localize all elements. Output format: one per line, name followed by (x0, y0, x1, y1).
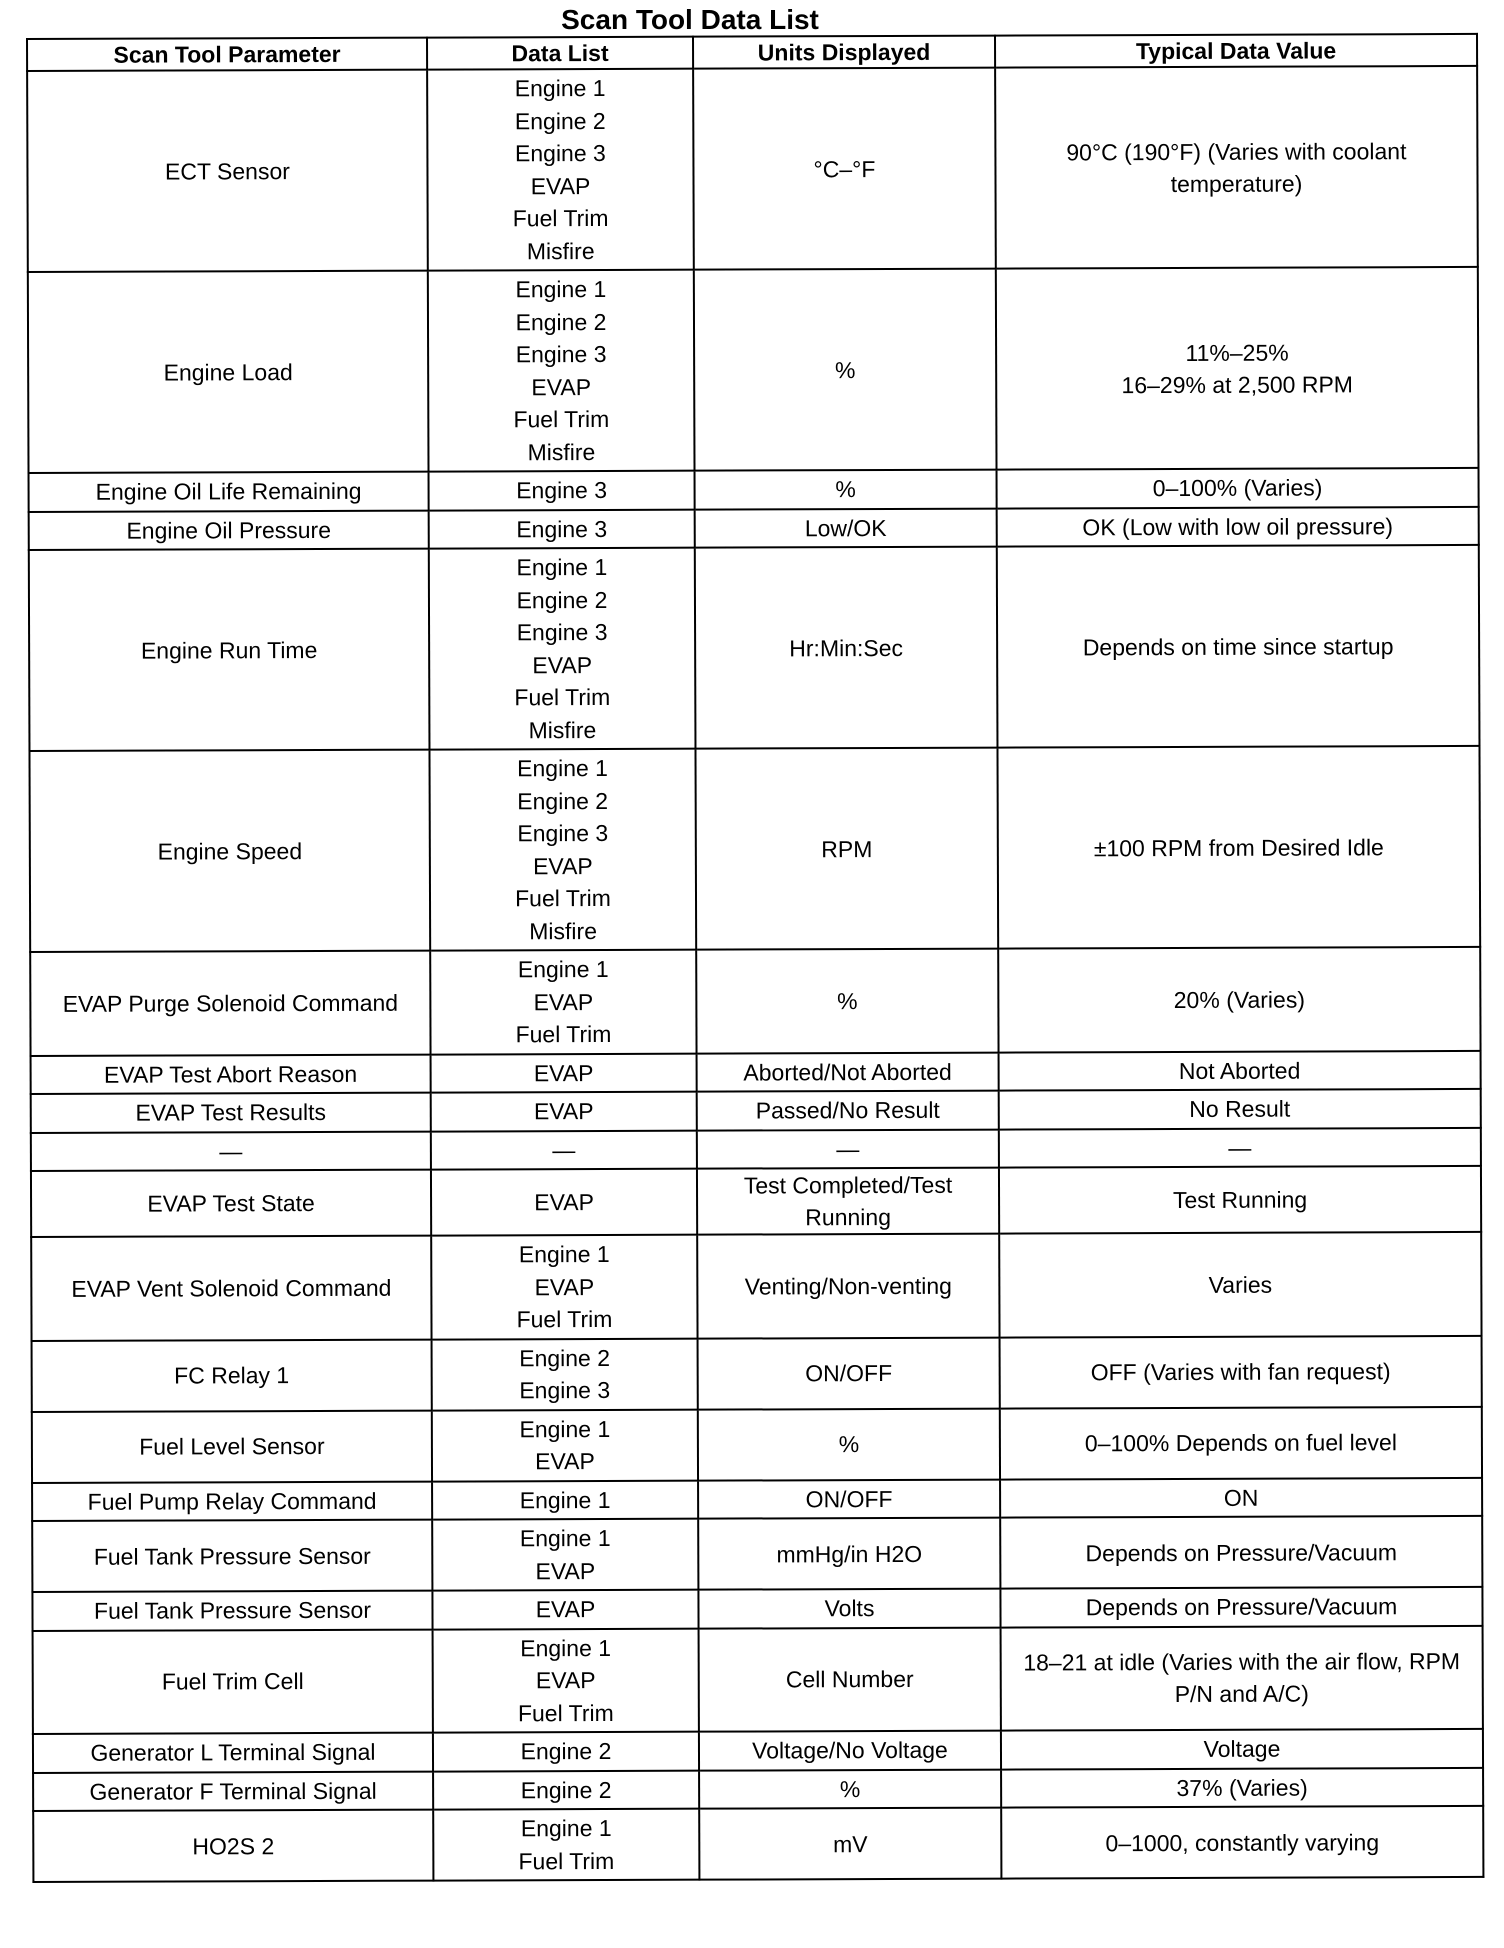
data-list-entry: Misfire (529, 917, 598, 944)
data-list-entry: EVAP (535, 1667, 596, 1694)
cell-data-list (432, 1480, 698, 1519)
data-list-entry: Engine 1 (514, 74, 606, 102)
cell-typical-value: 37% (Varies) (1001, 1767, 1483, 1807)
data-list-entry: Engine 3 (516, 515, 608, 542)
cell-typical-value: Depends on time since startup (997, 545, 1480, 748)
cell-units: % (699, 1769, 1001, 1809)
cell-units: Voltage/No Voltage (699, 1731, 1001, 1771)
data-list-entry: EVAP (535, 1448, 595, 1475)
data-list-entry: Misfire (528, 716, 597, 743)
table-row (29, 545, 1480, 751)
header-row (27, 34, 1477, 71)
data-list-entry: Engine 2 (520, 1737, 612, 1765)
data-list-entry: Engine 1 (519, 1415, 611, 1442)
cell-data-list (431, 1235, 697, 1339)
cell-parameter: Engine Speed (29, 750, 430, 952)
cell-typical-value: OK (Low with low oil pressure) (997, 506, 1479, 546)
cell-typical-value: 11%–25% 16–29% at 2,500 RPM (996, 267, 1479, 470)
cell-units: Low/OK (695, 508, 997, 548)
data-list-entry: Engine 2 (514, 107, 606, 134)
table-row (31, 1089, 1481, 1133)
cell-parameter: — (31, 1131, 431, 1171)
cell-data-list (431, 1169, 697, 1236)
cell-parameter: Fuel Tank Pressure Sensor (32, 1591, 432, 1631)
data-list-entry: Engine 3 (519, 1376, 611, 1404)
table-row (32, 1516, 1482, 1592)
data-list-entry: Fuel Trim (514, 683, 611, 711)
data-list-entry: EVAP (535, 1557, 596, 1584)
cell-parameter: Generator L Terminal Signal (33, 1733, 433, 1773)
table-row (33, 1767, 1483, 1811)
cell-parameter: FC Relay 1 (32, 1339, 432, 1411)
cell-parameter: Fuel Trim Cell (33, 1629, 433, 1734)
cell-typical-value: 0–100% (Varies) (997, 468, 1479, 508)
data-list-entry: Engine 3 (517, 819, 609, 847)
cell-data-list (427, 69, 694, 271)
cell-parameter: Engine Load (28, 271, 429, 473)
cell-parameter: HO2S 2 (33, 1810, 433, 1882)
table-row (31, 1166, 1481, 1237)
cell-units: Volts (698, 1589, 1000, 1629)
cell-parameter: Fuel Pump Relay Command (32, 1481, 432, 1521)
data-list-entry: Fuel Trim (512, 204, 609, 232)
cell-data-list (433, 1770, 699, 1809)
cell-typical-value: No Result (999, 1089, 1481, 1129)
table-row (31, 1232, 1481, 1341)
header-typical-value: Typical Data Value (995, 34, 1477, 68)
cell-data-list (429, 749, 696, 951)
data-list-entry: Engine 3 (516, 618, 608, 646)
data-list-entry: Engine 2 (515, 308, 607, 335)
cell-parameter: Engine Oil Pressure (29, 510, 429, 550)
data-list-entry: Misfire (527, 438, 596, 465)
cell-data-list (432, 1519, 698, 1591)
cell-units: Passed/No Result (697, 1091, 999, 1131)
cell-typical-value: ON (1000, 1477, 1482, 1517)
cell-data-list (432, 1338, 698, 1410)
cell-data-list (428, 270, 695, 472)
cell-typical-value: ±100 RPM from Desired Idle (997, 746, 1480, 949)
data-list-entry: EVAP (531, 373, 592, 400)
table-row (30, 947, 1480, 1056)
cell-data-list (429, 509, 695, 548)
cell-typical-value: 90°C (190°F) (Varies with coolant temperature) (995, 66, 1478, 269)
table-body (27, 66, 1483, 1882)
cell-units: % (695, 470, 997, 510)
table-row (29, 468, 1479, 512)
cell-parameter: ECT Sensor (27, 70, 428, 272)
data-list-entry: Engine 2 (519, 1344, 611, 1371)
cell-parameter: Engine Run Time (29, 549, 430, 751)
data-list-entry: Engine 3 (514, 139, 606, 167)
data-list-entry: Misfire (526, 237, 595, 264)
data-list-entry: Engine 1 (515, 275, 607, 303)
cell-data-list (431, 1130, 697, 1169)
data-list-entry: EVAP (533, 1098, 594, 1125)
header-units: Units Displayed (693, 36, 995, 69)
cell-units: % (698, 1408, 1000, 1480)
data-list-entry: Engine 3 (515, 340, 607, 368)
cell-parameter: EVAP Vent Solenoid Command (31, 1236, 431, 1341)
data-list-entry: Fuel Trim (515, 884, 611, 912)
cell-parameter: EVAP Purge Solenoid Command (30, 951, 430, 1056)
cell-typical-value: Depends on Pressure/Vacuum (1000, 1587, 1482, 1627)
cell-data-list (433, 1809, 699, 1881)
data-list-entry: EVAP (534, 1188, 594, 1215)
cell-units: % (696, 949, 998, 1054)
data-list-entry: EVAP (532, 651, 593, 678)
data-list-entry: Engine 1 (519, 1524, 611, 1552)
data-list-entry: Engine 1 (516, 553, 608, 581)
cell-parameter: EVAP Test Abort Reason (31, 1054, 431, 1094)
table-row (33, 1729, 1483, 1773)
cell-typical-value: 0–100% Depends on fuel level (1000, 1406, 1482, 1479)
table-row (31, 1050, 1481, 1094)
cell-units: ON/OFF (698, 1337, 1000, 1409)
cell-data-list (432, 1590, 698, 1629)
table-row (28, 267, 1479, 473)
cell-parameter: EVAP Test State (31, 1170, 431, 1237)
data-list-entry: EVAP (533, 988, 594, 1015)
cell-typical-value: Test Running (999, 1166, 1481, 1234)
cell-units: mmHg/in H2O (698, 1518, 1000, 1590)
cell-parameter: Generator F Terminal Signal (33, 1771, 433, 1811)
scan-tool-data-table (26, 33, 1484, 1883)
data-list-entry: Fuel Trim (518, 1847, 615, 1874)
data-list-entry: EVAP (534, 1273, 595, 1300)
table-row (32, 1587, 1482, 1631)
data-list-entry: Engine 2 (520, 1776, 612, 1803)
data-list-entry: Engine 1 (517, 955, 609, 983)
cell-units: Venting/Non-venting (697, 1234, 999, 1339)
data-list-entry: Engine 1 (519, 1486, 611, 1513)
cell-typical-value: 0–1000, constantly varying (1001, 1806, 1483, 1879)
cell-typical-value: Varies (999, 1232, 1481, 1337)
data-list-entry: Fuel Trim (513, 405, 610, 433)
data-list-entry: EVAP (533, 852, 593, 879)
data-list-entry: Engine 2 (516, 586, 608, 613)
table-row (33, 1806, 1483, 1882)
cell-units: Cell Number (699, 1627, 1001, 1732)
cell-typical-value: OFF (Varies with fan request) (1000, 1335, 1482, 1408)
cell-typical-value: — (999, 1127, 1481, 1167)
data-list-entry: EVAP (535, 1596, 596, 1623)
cell-parameter: Fuel Level Sensor (32, 1410, 432, 1482)
cell-typical-value: 18–21 at idle (Varies with the air flow, RPM P/N and A/C) (1001, 1625, 1483, 1730)
cell-typical-value: 20% (Varies) (998, 947, 1480, 1052)
cell-parameter: Fuel Tank Pressure Sensor (32, 1520, 432, 1592)
table-row (32, 1406, 1482, 1482)
table-row (32, 1477, 1482, 1521)
header-data-list: Data List (427, 37, 693, 70)
data-list-entry: Fuel Trim (515, 1020, 612, 1048)
cell-data-list (433, 1732, 699, 1771)
cell-data-list (429, 471, 695, 510)
table-row (33, 1625, 1483, 1734)
cell-units: RPM (695, 748, 998, 950)
cell-data-list (431, 1053, 697, 1092)
cell-data-list (433, 1628, 699, 1732)
cell-typical-value: Depends on Pressure/Vacuum (1000, 1516, 1482, 1589)
table-row (29, 746, 1480, 952)
cell-data-list (429, 548, 696, 750)
data-list-entry: Engine 1 (520, 1634, 612, 1661)
table-row (27, 66, 1478, 272)
cell-units: % (694, 269, 997, 471)
cell-typical-value: Voltage (1001, 1729, 1483, 1769)
cell-units: °C–°F (693, 68, 996, 270)
data-list-entry: Engine 1 (520, 1814, 612, 1842)
cell-units: mV (699, 1808, 1001, 1880)
cell-data-list (430, 950, 696, 1054)
data-list-entry: Fuel Trim (516, 1305, 613, 1333)
table-row (32, 1335, 1482, 1411)
data-list-entry: Engine 1 (517, 754, 609, 782)
page-title: Scan Tool Data List (561, 4, 819, 35)
cell-data-list (432, 1409, 698, 1481)
data-list-entry: Engine 2 (517, 787, 609, 814)
data-list-entry: Engine 3 (516, 476, 608, 504)
cell-data-list (431, 1092, 697, 1131)
cell-units: Hr:Min:Sec (695, 547, 998, 749)
data-list-entry: Fuel Trim (517, 1699, 614, 1726)
table-row (31, 1127, 1481, 1171)
cell-parameter: Engine Oil Life Remaining (29, 472, 429, 512)
data-list-entry: EVAP (530, 172, 591, 199)
cell-parameter: EVAP Test Results (31, 1093, 431, 1133)
data-list-entry: — (552, 1136, 576, 1163)
cell-units: Test Completed/Test Running (697, 1168, 999, 1235)
cell-units: Aborted/Not Aborted (697, 1052, 999, 1092)
cell-typical-value: Not Aborted (999, 1050, 1481, 1090)
data-list-entry: Engine 1 (518, 1240, 610, 1268)
table-row (29, 506, 1479, 550)
data-list-entry: EVAP (533, 1059, 594, 1086)
header-param: Scan Tool Parameter (27, 38, 427, 71)
cell-units: ON/OFF (698, 1479, 1000, 1519)
cell-units: — (697, 1129, 999, 1169)
